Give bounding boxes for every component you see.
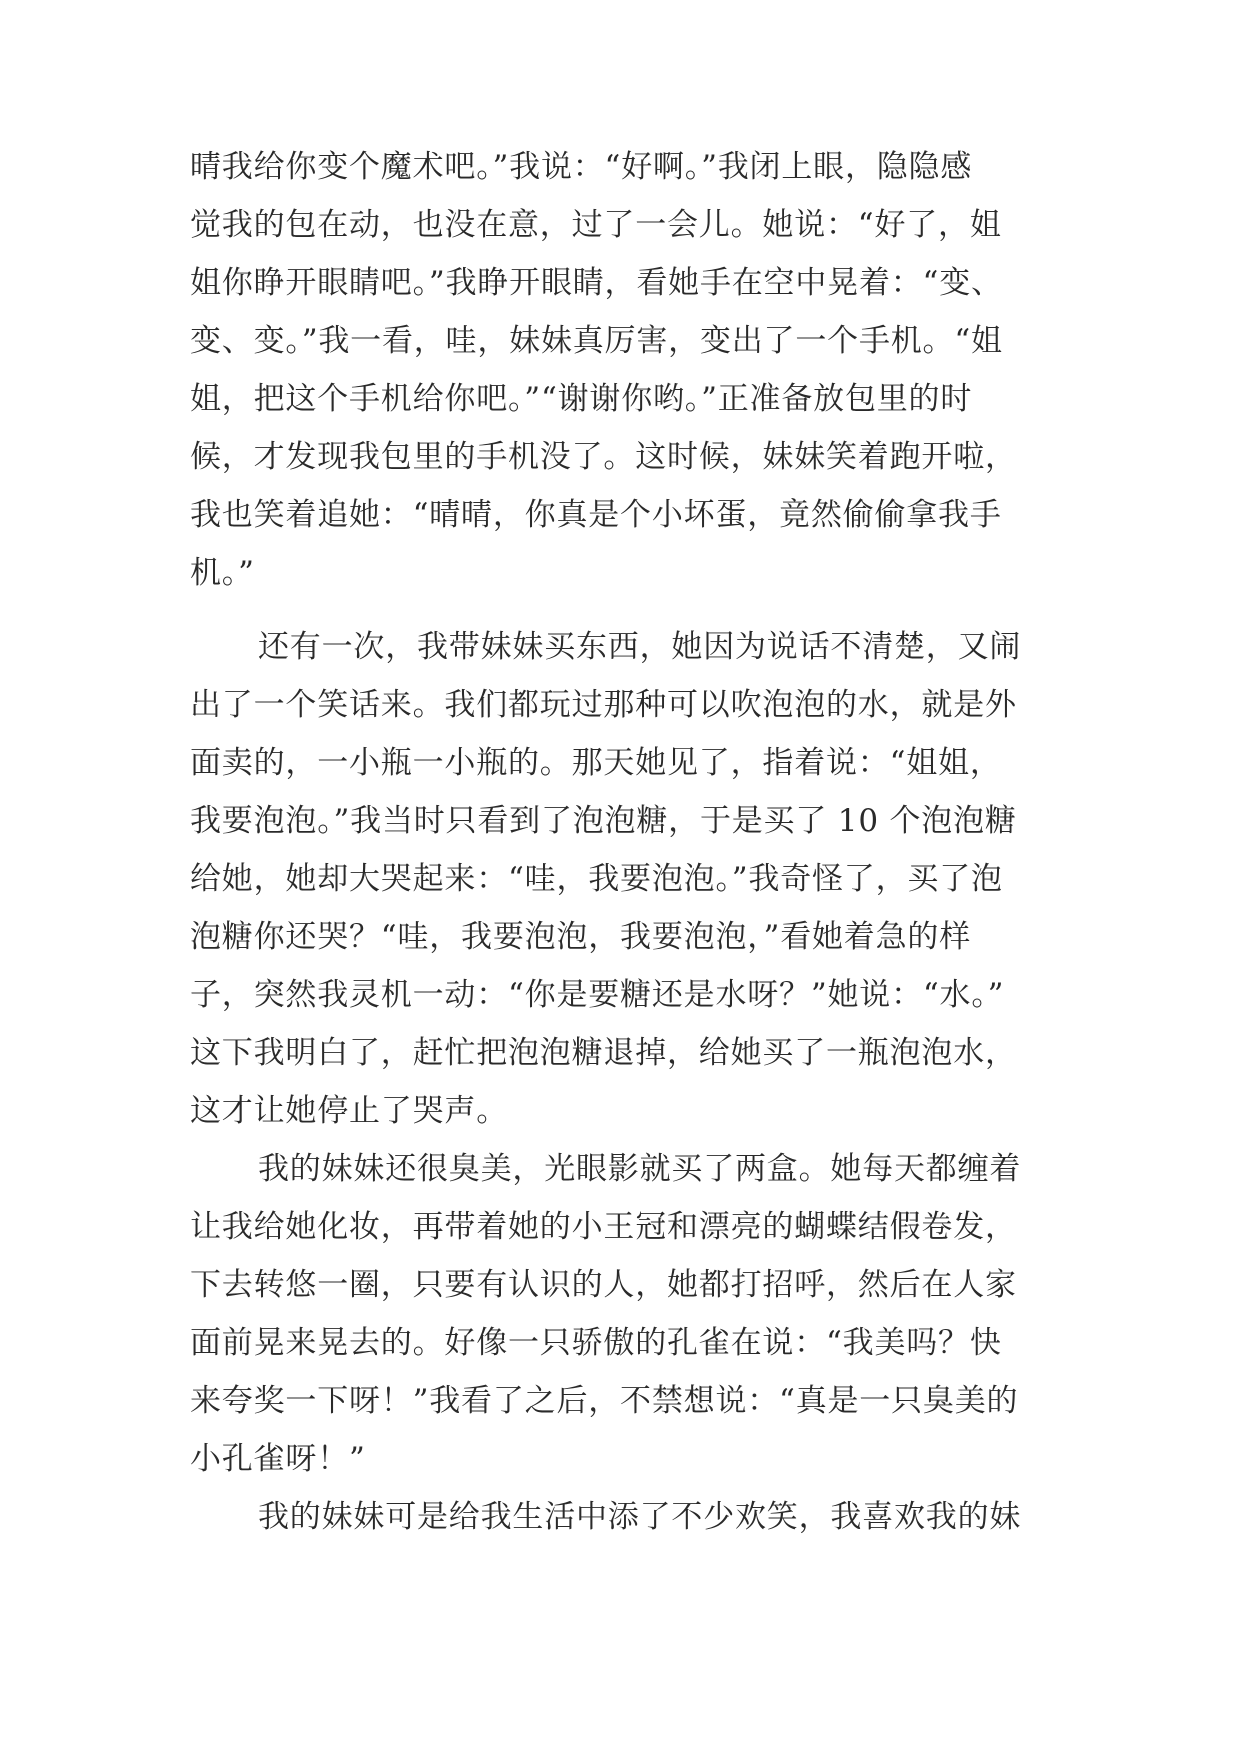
text-line: 下去转悠一圈，只要有认识的人，她都打招呼，然后在人家 xyxy=(190,1267,1017,1303)
text-line: 我也笑着追她：“晴晴，你真是个小坏蛋，竟然偷偷拿我手 xyxy=(190,497,1002,533)
text-line: 泡糖你还哭？“哇，我要泡泡，我要泡泡，”看她着急的样 xyxy=(190,919,971,955)
text-line: 出了一个笑话来。我们都玩过那种可以吹泡泡的水，就是外 xyxy=(190,687,1017,723)
text-line: 这下我明白了，赶忙把泡泡糖退掉，给她买了一瓶泡泡水， xyxy=(190,1035,1017,1071)
text-line: 让我给她化妆，再带着她的小王冠和漂亮的蝴蝶结假卷发， xyxy=(190,1209,1017,1245)
text-line: 子，突然我灵机一动：“你是要糖还是水呀？”她说：“水。” xyxy=(190,977,1005,1013)
paragraph-first-line: 我的妹妹可是给我生活中添了不少欢笑，我喜欢我的妹 xyxy=(258,1499,1022,1535)
paragraph-first-line: 还有一次，我带妹妹买东西，她因为说话不清楚，又闹 xyxy=(258,629,1022,665)
text-line: 面卖的，一小瓶一小瓶的。那天她见了，指着说：“姐姐， xyxy=(190,745,1002,781)
text-line: 小孔雀呀！” xyxy=(190,1441,366,1477)
text-line: 姐，把这个手机给你吧。”“谢谢你哟。”正准备放包里的时 xyxy=(190,381,973,417)
text-line: 来夸奖一下呀！”我看了之后，不禁想说：“真是一只臭美的 xyxy=(190,1383,1019,1419)
text-line: 晴我给你变个魔术吧。”我说：“好啊。”我闭上眼，隐隐感 xyxy=(190,149,973,185)
text-line: 这才让她停止了哭声。 xyxy=(190,1093,508,1129)
text-line: 姐你睁开眼睛吧。”我睁开眼睛，看她手在空中晃着：“变、 xyxy=(190,265,1003,301)
text-line: 给她，她却大哭起来：“哇，我要泡泡。”我奇怪了，买了泡 xyxy=(190,861,1003,897)
text-line: 机。” xyxy=(190,555,255,591)
text-line: 觉我的包在动，也没在意，过了一会儿。她说：“好了，姐 xyxy=(190,207,1002,243)
text-line: 我要泡泡。”我当时只看到了泡泡糖，于是买了 10 个泡泡糖 xyxy=(190,803,1017,839)
text-line: 面前晃来晃去的。好像一只骄傲的孔雀在说：“我美吗？快 xyxy=(190,1325,1002,1361)
text-line: 变、变。”我一看，哇，妹妹真厉害，变出了一个手机。“姐 xyxy=(190,323,1003,359)
text-line: 候，才发现我包里的手机没了。这时候，妹妹笑着跑开啦， xyxy=(190,439,1017,475)
paragraph-first-line: 我的妹妹还很臭美，光眼影就买了两盒。她每天都缠着 xyxy=(258,1151,1022,1187)
